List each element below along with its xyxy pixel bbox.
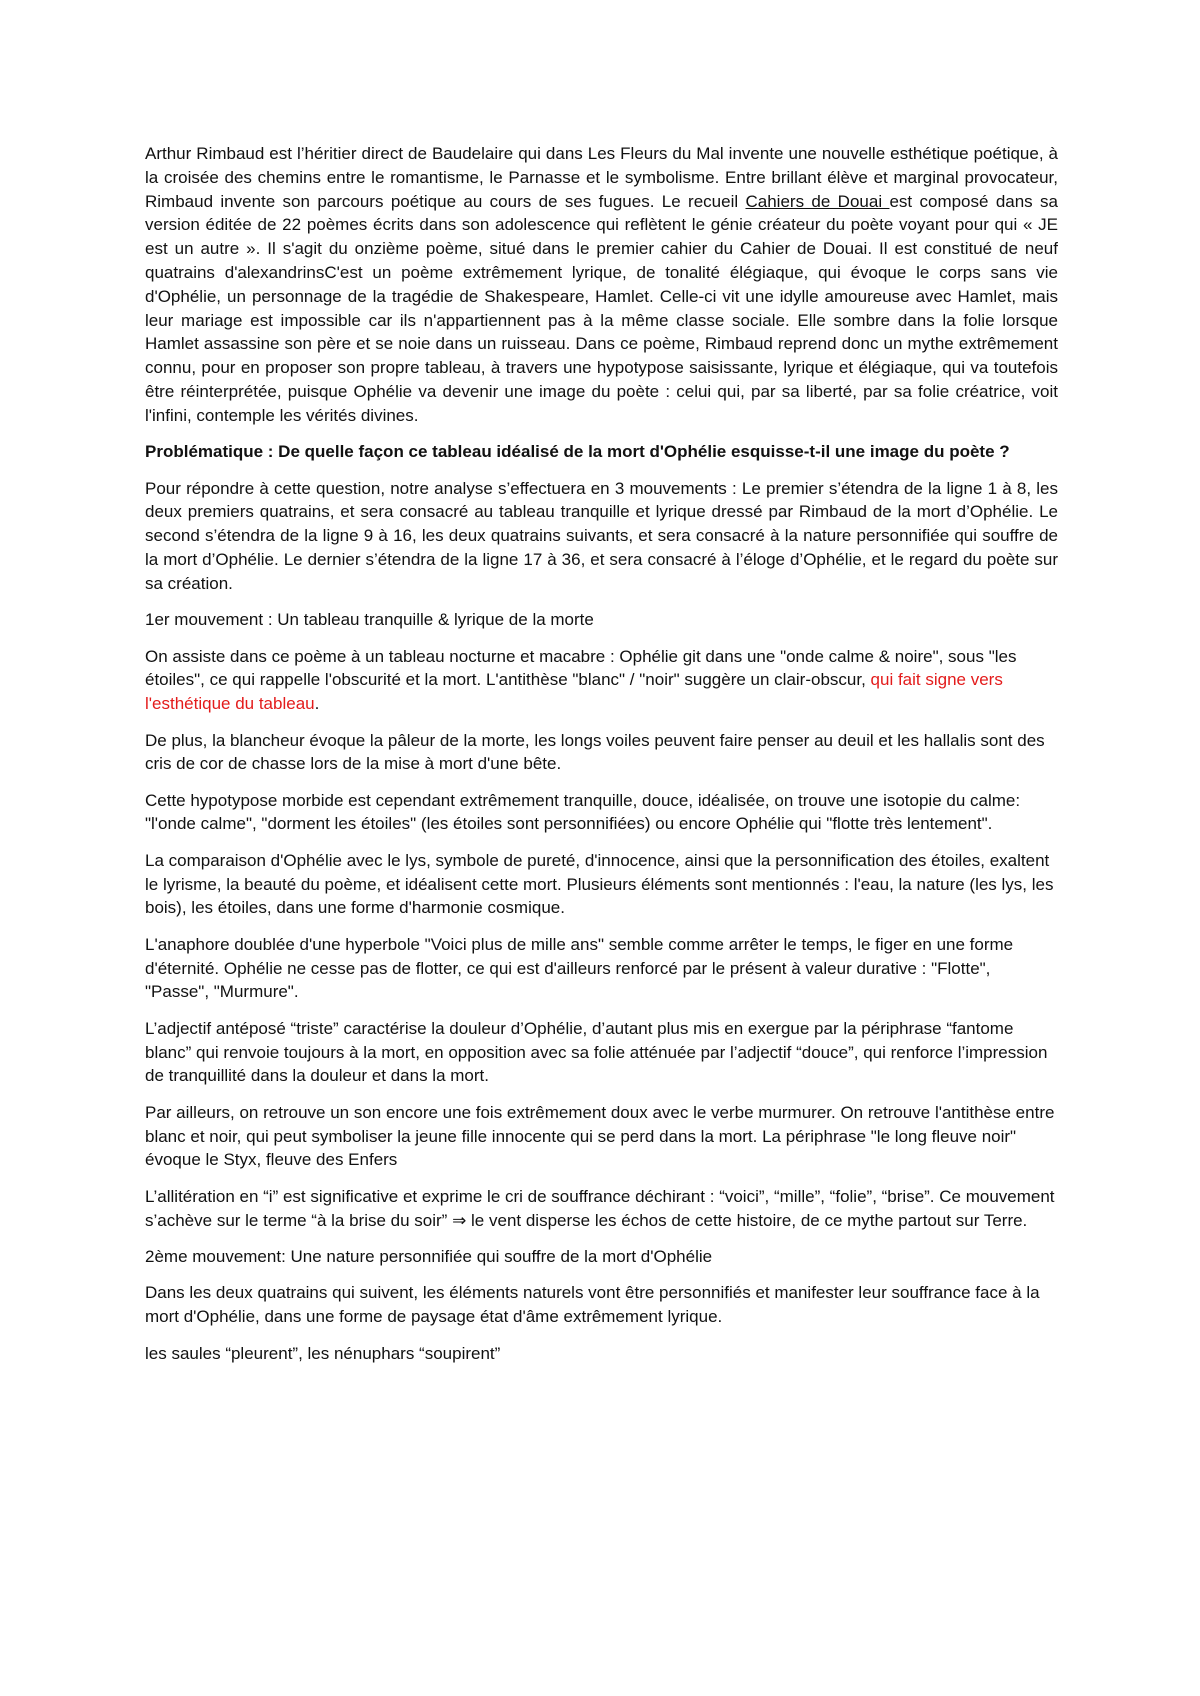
paragraph-saules: les saules “pleurent”, les nénuphars “soupirent” xyxy=(145,1343,501,1363)
movement1-title: 1er mouvement : Un tableau tranquille & lyrique de la morte xyxy=(145,610,594,630)
highlighted-comment: qui fait signe vers l'esthétique du tableau xyxy=(145,670,1003,714)
paragraph-murmurer: Par ailleurs, on retrouve un son encore une fois extrêmement doux avec le verbe murmurer. On retrouve l'antithèse entre blanc et noir, qui peut symboliser la jeune fille innocente qui se perd dans la mort. La périphrase "le long fleuve noir" évoque le Styx, fleuve des Enfers xyxy=(145,1102,1055,1170)
intro-text-part2: est composé dans sa version éditée de 22 poèmes écrits dans son adolescence qui reflètent le génie créateur du poète voyant pour qui « JE est un autre ». Il s'agit du onzième poème, situé dans le premier cahier du Cahier de Douai. Il est constitué de neuf quatrains d'alexandrinsC'est un poème extrêmement lyrique, de tonalité élégiaque, qui évoque le corps sans vie d'Ophélie, un personnage de la tragédie de Shakespeare, Hamlet. Celle-ci vit une idylle amoureuse avec Hamlet, mais leur mariage est impossible car ils n'appartiennent pas à la même classe sociale. Elle sombre dans la folie lorsque Hamlet assassine son père et se noie dans un ruisseau. Dans ce poème, Rimbaud reprend donc un mythe extrêmement connu, pour en proposer son propre tableau, à travers une hypotypose saisissante, lyrique et élégiaque, qui va toutefois être réinterprétée, puisque Ophélie va devenir une image du poète : celui qui, par sa liberté, par sa folie créatrice, voit l'infini, contemple les vérités divines. xyxy=(145,191,1058,425)
plan-paragraph: Pour répondre à cette question, notre analyse s’effectuera en 3 mouvements : Le premier s’étendra de la ligne 1 à 8, les deux premiers quatrains, et sera consacré au tableau tranquille et lyrique dressé par Rimbaud de la mort d’Ophélie. Le second s’étendra de la ligne 9 à 16, les deux quatrains suivants, et sera consacré à la nature personnifiée qui souffre de la mort d’Ophélie. Le dernier s’étendra de la ligne 17 à 36, et sera consacré à l’éloge d’Ophélie, et le regard du poète sur sa création. xyxy=(145,478,1058,593)
paragraph-nature: Dans les deux quatrains qui suivent, les éléments naturels vont être personnifiés et manifester leur souffrance face à la mort d'Ophélie, dans une forme de paysage état d'âme extrêmement lyrique. xyxy=(145,1283,1040,1327)
paragraph-adjectif: L’adjectif antéposé “triste” caractérise la douleur d’Ophélie, d’autant plus mis en exergue par la périphrase “fantome blanc” qui renvoie toujours à la mort, en opposition avec sa folie atténuée par l’adjectif “douce”, qui renforce l’impression de tranquillité dans la douleur et dans la mort. xyxy=(145,1018,1048,1086)
recueil-title: Cahiers de Douai xyxy=(745,191,890,211)
document-page xyxy=(145,142,1058,1378)
intro-text-part1: Arthur Rimbaud est l’héritier direct de Baudelaire qui dans Les Fleurs du Mal invente une nouvelle esthétique poétique, à la croisée des chemins entre le romantisme, le Parnasse et le symbolisme. Entre brillant élève et marginal provocateur, Rimbaud invente son parcours poétique au cours de ses fugues. Le recueil xyxy=(145,144,1058,211)
problematique-heading: Problématique : De quelle façon ce tableau idéalisé de la mort d'Ophélie esquisse-t-il une image du poète ? xyxy=(145,442,1010,462)
movement2-title: 2ème mouvement: Une nature personnifiée qui souffre de la mort d'Ophélie xyxy=(145,1247,713,1266)
paragraph-allitteration: L’allitération en “i” est significative et exprime le cri de souffrance déchirant : “voici”, “mille”, “folie”, “brise”. Ce mouvement s’achève sur le terme “à la brise du soir” ⇒ le vent disperse les échos de cette histoire, de ce mythe partout sur Terre. xyxy=(145,1186,1055,1230)
paragraph-text: On assiste dans ce poème à un tableau nocturne et macabre : Ophélie git dans une "onde calme & noire", sous "les étoiles", ce qui rappelle l'obscurité et la mort. L'antithèse "blanc" / "noir" suggère un clair-obscur, xyxy=(145,646,1017,690)
paragraph-end: . xyxy=(314,694,320,714)
intro-paragraph xyxy=(145,142,1058,428)
paragraph-anaphore: L'anaphore doublée d'une hyperbole "Voici plus de mille ans" semble comme arrêter le temps, le figer en une forme d'éternité. Ophélie ne cesse pas de flotter, ce qui est d'ailleurs renforcé par le présent à valeur durative : "Flotte", "Passe", "Murmure". xyxy=(145,934,1014,1002)
paragraph-blancheur: De plus, la blancheur évoque la pâleur de la morte, les longs voiles peuvent faire penser au deuil et les hallalis sont des cris de cor de chasse lors de la mise à mort d'une bête. xyxy=(145,730,1045,774)
paragraph-tableau-nocturne xyxy=(145,645,1058,716)
paragraph-hypotypose: Cette hypotypose morbide est cependant extrêmement tranquille, douce, idéalisée, on trouve une isotopie du calme: "l'onde calme", "dorment les étoiles" (les étoiles sont personnifiées) ou encore Ophélie qui "flotte très lentement". xyxy=(145,790,1021,834)
paragraph-comparaison: La comparaison d'Ophélie avec le lys, symbole de pureté, d'innocence, ainsi que la personnification des étoiles, exaltent le lyrisme, la beauté du poème, et idéalisent cette mort. Plusieurs éléments sont mentionnés : l'eau, la nature (les lys, les bois), les étoiles, dans une forme d'harmonie cosmique. xyxy=(145,850,1054,918)
